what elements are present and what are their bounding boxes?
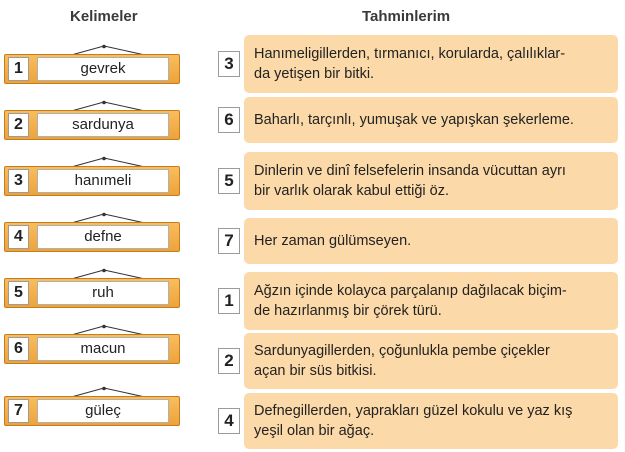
word-number: 5 [8,281,29,305]
definition-row [218,97,618,143]
word-plank [4,278,180,308]
word-board [4,387,180,427]
definition-box [244,35,618,93]
definition-box [244,333,618,389]
word-plank [4,334,180,364]
word-number: 2 [8,113,29,137]
definition-row [218,393,618,449]
word-number: 4 [8,225,29,249]
word-number: 1 [8,57,29,81]
word-board [4,45,180,85]
word-plank [4,110,180,140]
definition-line: yeşil olan bir ağaç. [254,423,375,439]
definition-line: Baharlı, tarçınlı, yumuşak ve yapışkan şekerleme. [254,112,574,128]
word-plank [4,166,180,196]
definition-row [218,272,618,330]
answer-number: 1 [218,288,240,314]
word-card: sardunya [37,113,169,137]
definition-line: Sardunyagillerden, çoğunlukla pembe çiçekler [254,343,550,359]
word-number: 6 [8,337,29,361]
definition-line: Ağzın içinde kolayca parçalanıp dağılacak biçim- [254,283,567,299]
guesses-column-header: Tahminlerim [362,8,451,25]
answer-number: 2 [218,348,240,374]
answer-number: 6 [218,107,240,133]
definition-box [244,393,618,449]
word-card: ruh [37,281,169,305]
definition-row [218,35,618,93]
definition-box [244,152,618,210]
definition-box [244,272,618,330]
definition-line: Defnegillerden, yaprakları güzel kokulu ve yaz kış [254,403,573,419]
word-number: 7 [8,399,29,423]
definition-box [244,218,618,264]
word-board [4,101,180,141]
definition-line: bir varlık olarak kabul ettiği öz. [254,183,450,199]
word-card: hanımeli [37,169,169,193]
word-card: güleç [37,399,169,423]
word-card: gevrek [37,57,169,81]
word-card: macun [37,337,169,361]
words-column-header: Kelimeler [70,8,138,25]
definition-box [244,97,618,143]
answer-number: 5 [218,168,240,194]
definition-row [218,333,618,389]
definition-line: Dinlerin ve dinî felsefelerin insanda vücuttan ayrı [254,163,566,179]
definition-row [218,218,618,264]
word-board [4,213,180,253]
word-board [4,269,180,309]
word-plank [4,222,180,252]
word-board [4,325,180,365]
definition-line: açan bir süs bitkisi. [254,363,377,379]
definition-line: da yetişen bir bitki. [254,66,375,82]
word-board [4,157,180,197]
word-plank [4,396,180,426]
definition-line: Her zaman gülümseyen. [254,233,412,249]
definition-line: de hazırlanmış bir çörek türü. [254,303,442,319]
answer-number: 7 [218,228,240,254]
word-plank [4,54,180,84]
word-number: 3 [8,169,29,193]
answer-number: 4 [218,408,240,434]
definition-line: Hanımeligillerden, tırmanıcı, korularda, çalılıklar- [254,46,566,62]
word-card: defne [37,225,169,249]
definition-row [218,152,618,210]
answer-number: 3 [218,51,240,77]
